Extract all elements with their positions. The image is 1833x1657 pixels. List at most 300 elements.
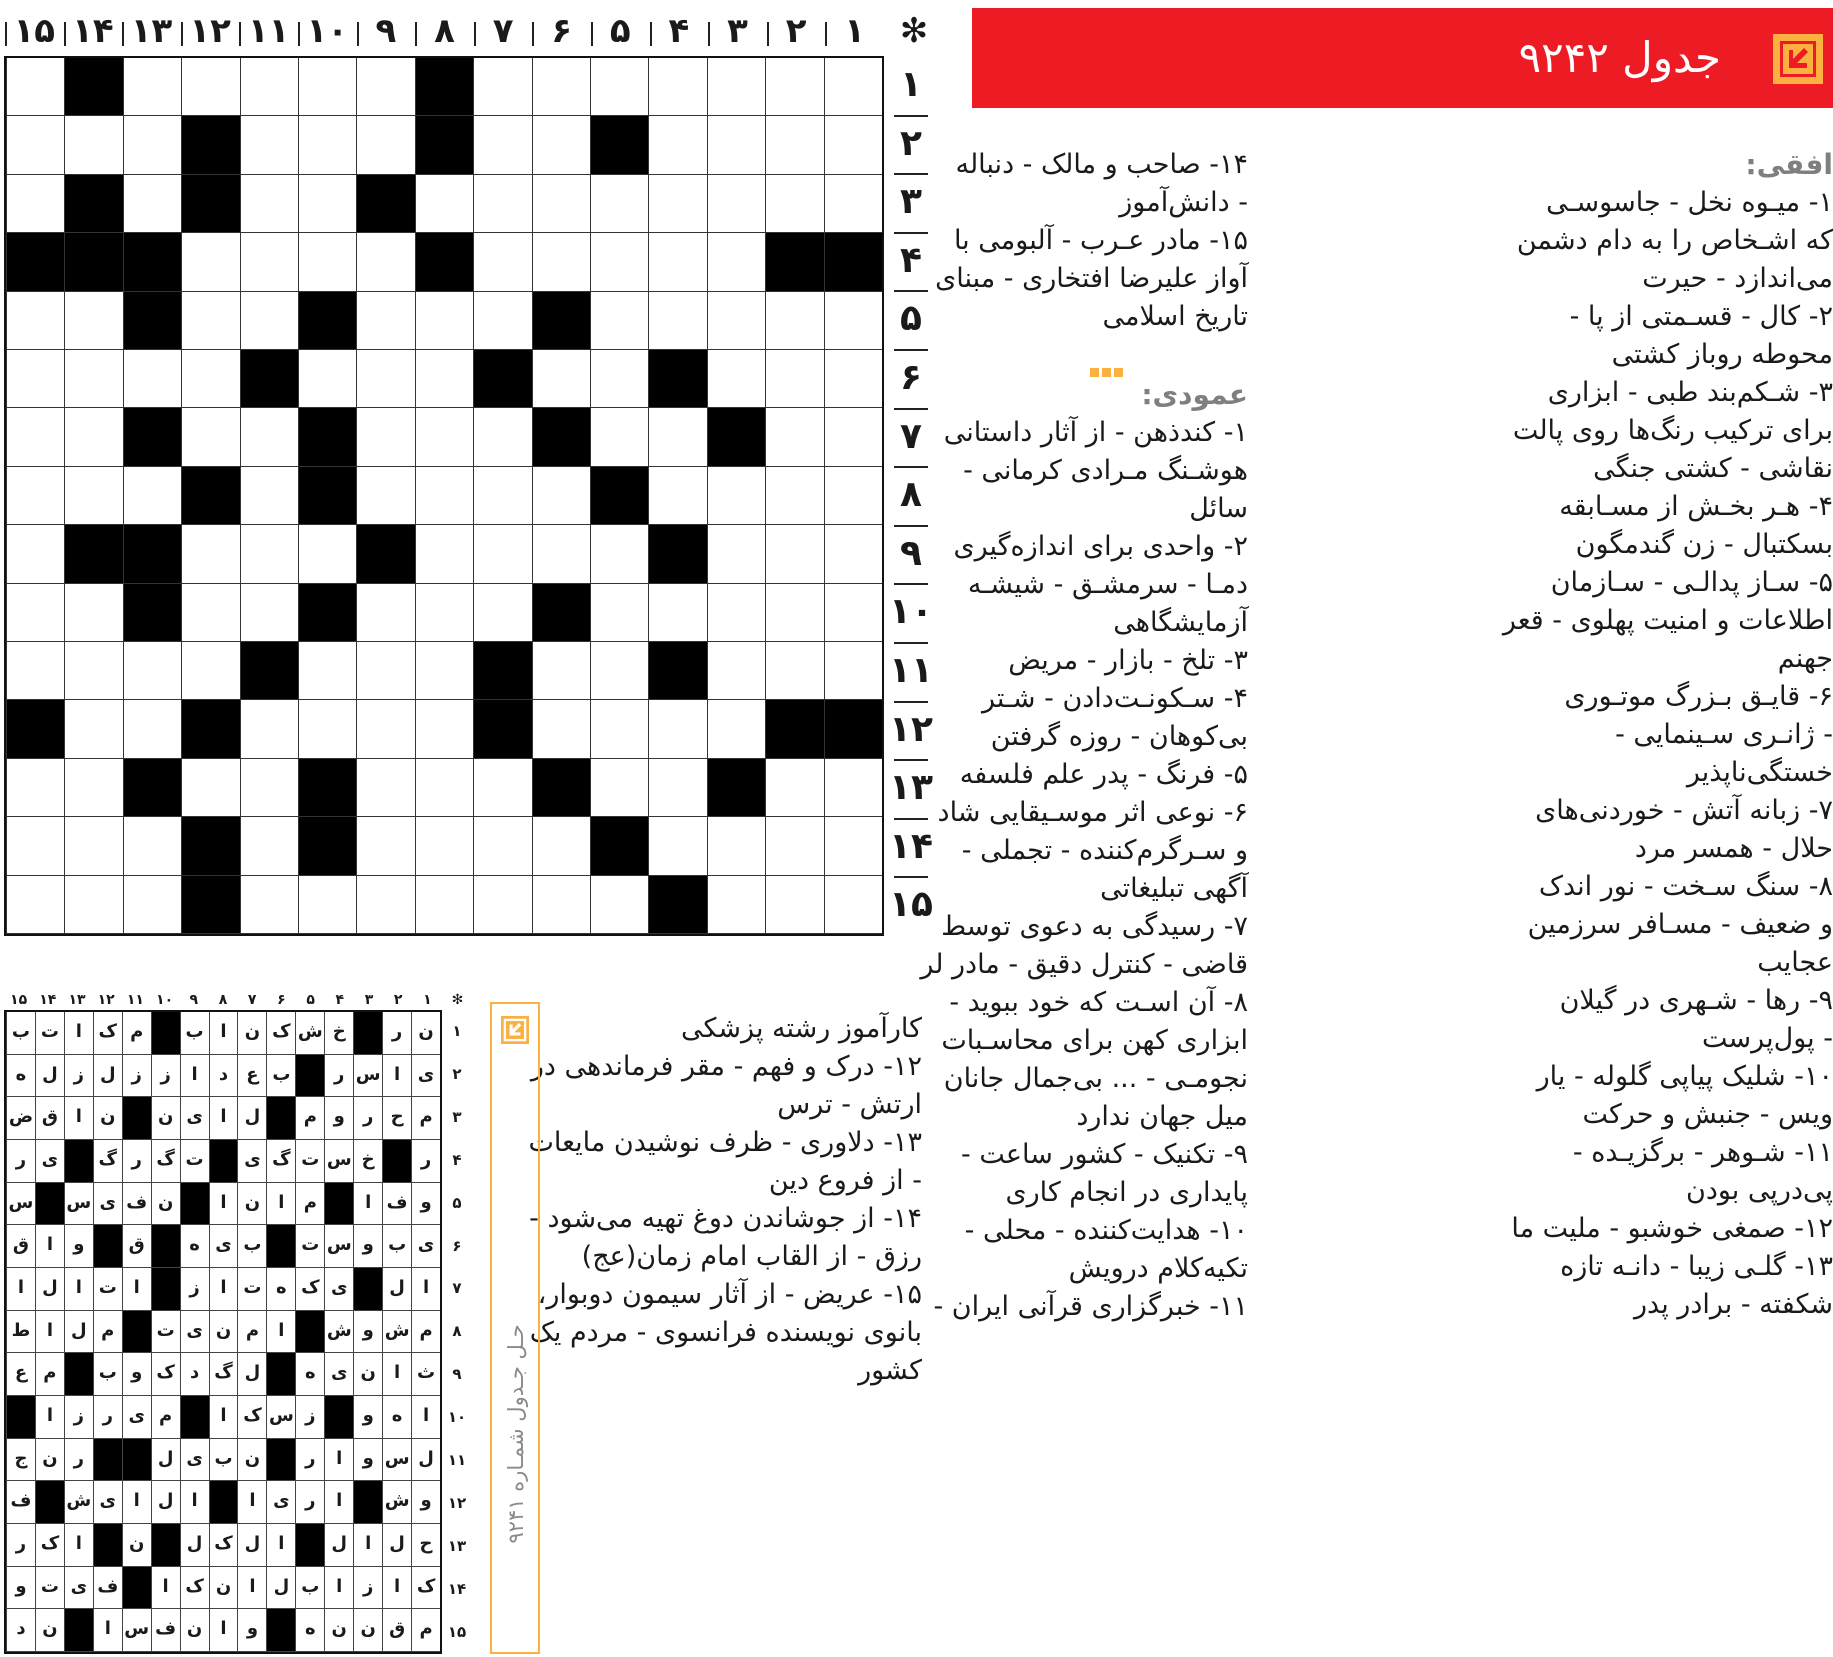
solution-column-number: ۱۱ — [126, 992, 144, 1008]
grid-cell[interactable] — [532, 116, 590, 174]
solution-block-cell — [266, 1097, 295, 1140]
grid-cell[interactable] — [6, 292, 64, 350]
grid-cell[interactable] — [415, 876, 473, 934]
solution-cell: ت — [93, 1268, 122, 1311]
grid-cell[interactable] — [648, 759, 706, 817]
grid-cell[interactable] — [707, 876, 765, 934]
grid-cell[interactable] — [473, 116, 531, 174]
grid-cell[interactable] — [707, 292, 765, 350]
clue-line: دمـا - سرمشـق - شیشـه — [967, 569, 1248, 600]
grid-cell[interactable] — [590, 292, 648, 350]
grid-cell[interactable] — [473, 876, 531, 934]
grid-cell[interactable] — [240, 292, 298, 350]
grid-cell[interactable] — [707, 467, 765, 525]
grid-cell[interactable] — [64, 817, 122, 875]
block-cell — [64, 58, 122, 116]
grid-cell[interactable] — [590, 584, 648, 642]
grid-cell[interactable] — [707, 350, 765, 408]
grid-cell[interactable] — [765, 525, 823, 583]
block-cell — [64, 233, 122, 291]
grid-cell[interactable] — [240, 759, 298, 817]
grid-cell[interactable] — [765, 408, 823, 466]
block-cell — [298, 292, 356, 350]
solution-column-number: ۱۰ — [156, 992, 174, 1008]
grid-cell[interactable] — [590, 350, 648, 408]
grid-cell[interactable] — [64, 292, 122, 350]
block-cell — [765, 700, 823, 758]
solution-cell: ب — [237, 1225, 266, 1268]
grid-cell[interactable] — [240, 584, 298, 642]
solution-cell: ق — [35, 1097, 64, 1140]
solution-cell: م — [35, 1353, 64, 1396]
grid-cell[interactable] — [181, 408, 239, 466]
grid-cell[interactable] — [298, 175, 356, 233]
grid-cell[interactable] — [765, 876, 823, 934]
grid-cell[interactable] — [6, 642, 64, 700]
grid-cell[interactable] — [707, 584, 765, 642]
across-clue-continued — [935, 146, 1248, 336]
solution-cell: ش — [64, 1481, 93, 1524]
column-separator — [650, 22, 652, 46]
grid-cell[interactable] — [824, 408, 882, 466]
solution-cell: ب — [295, 1567, 324, 1610]
clue-line: ارتش - ترس — [777, 1089, 922, 1120]
block-cell — [648, 642, 706, 700]
solution-cell: ه — [266, 1268, 295, 1311]
solution-cell: ا — [64, 1524, 93, 1567]
grid-cell[interactable] — [415, 584, 473, 642]
grid-cell[interactable] — [765, 642, 823, 700]
grid-cell[interactable] — [824, 817, 882, 875]
grid-cell[interactable] — [415, 759, 473, 817]
grid-cell[interactable] — [532, 817, 590, 875]
solution-cell: ا — [64, 1268, 93, 1311]
solution-cell: ی — [266, 1481, 295, 1524]
solution-cell: ا — [237, 1567, 266, 1610]
grid-cell[interactable] — [648, 700, 706, 758]
grid-cell[interactable] — [6, 350, 64, 408]
grid-cell[interactable] — [590, 642, 648, 700]
grid-cell[interactable] — [123, 350, 181, 408]
grid-cell[interactable] — [648, 58, 706, 116]
grid-cell[interactable] — [532, 700, 590, 758]
grid-cell[interactable] — [415, 642, 473, 700]
grid-cell[interactable] — [824, 525, 882, 583]
solution-cell: ن — [180, 1609, 209, 1652]
grid-cell[interactable] — [590, 408, 648, 466]
grid-cell[interactable] — [824, 467, 882, 525]
row-separator — [894, 173, 928, 175]
grid-cell[interactable] — [824, 175, 882, 233]
grid-cell[interactable] — [181, 58, 239, 116]
grid-cell[interactable] — [6, 759, 64, 817]
grid-cell[interactable] — [415, 292, 473, 350]
grid-cell[interactable] — [590, 700, 648, 758]
grid-cell[interactable] — [356, 876, 414, 934]
grid-cell[interactable] — [765, 584, 823, 642]
grid-cell[interactable] — [240, 876, 298, 934]
grid-cell[interactable] — [6, 467, 64, 525]
grid-cell[interactable] — [707, 116, 765, 174]
clue-line: تاریخ اسلامی — [1102, 301, 1248, 332]
grid-cell[interactable] — [356, 817, 414, 875]
solution-cell: ی — [237, 1140, 266, 1183]
clue-line: ۱۴- صاحب و مالک - دنباله — [955, 149, 1248, 180]
solution-cell: ع — [237, 1055, 266, 1098]
grid-cell[interactable] — [824, 876, 882, 934]
clue-line: تکیه‌کلام درویش — [1068, 1253, 1248, 1284]
solution-block-cell — [266, 1439, 295, 1482]
block-cell — [648, 876, 706, 934]
grid-cell[interactable] — [707, 58, 765, 116]
solution-cell: ا — [324, 1567, 353, 1610]
grid-cell[interactable] — [590, 175, 648, 233]
grid-cell[interactable] — [473, 817, 531, 875]
solution-block-cell — [151, 1225, 180, 1268]
grid-cell[interactable] — [298, 233, 356, 291]
solution-column-numbers — [0, 990, 470, 1010]
grid-cell[interactable] — [240, 700, 298, 758]
grid-cell[interactable] — [473, 584, 531, 642]
solution-cell: ر — [382, 1012, 411, 1055]
solution-cell: ز — [295, 1396, 324, 1439]
grid-cell[interactable] — [123, 700, 181, 758]
grid-cell[interactable] — [532, 350, 590, 408]
solution-row-number: ۲ — [452, 1064, 462, 1083]
row-numbers — [888, 56, 934, 936]
solution-cell: ن — [122, 1524, 151, 1567]
across-clue-list — [1290, 184, 1833, 1324]
grid-cell[interactable] — [6, 116, 64, 174]
solution-cell: ن — [237, 1012, 266, 1055]
grid-cell[interactable] — [532, 467, 590, 525]
grid-cell[interactable] — [590, 525, 648, 583]
clue-line: ۸- آن اسـت که خود ببوید - — [949, 987, 1248, 1018]
grid-cell[interactable] — [590, 233, 648, 291]
grid-cell[interactable] — [356, 292, 414, 350]
grid-cell[interactable] — [298, 876, 356, 934]
solution-cell: ک — [411, 1567, 440, 1610]
solution-cell: ه — [382, 1396, 411, 1439]
grid-cell[interactable] — [356, 116, 414, 174]
solution-cell: م — [237, 1311, 266, 1354]
column-separator — [5, 22, 7, 46]
clue-line: و ضعیف - مسـافر سرزمین — [1527, 909, 1833, 940]
row-number: ۳ — [900, 181, 922, 223]
grid-cell[interactable] — [356, 350, 414, 408]
grid-cell[interactable] — [707, 233, 765, 291]
grid-cell[interactable] — [765, 759, 823, 817]
grid-cell[interactable] — [64, 642, 122, 700]
column-number: ۸ — [434, 11, 455, 51]
grid-cell[interactable] — [532, 876, 590, 934]
solution-cell: ا — [209, 1183, 238, 1226]
grid-cell[interactable] — [648, 116, 706, 174]
grid-cell[interactable] — [824, 116, 882, 174]
grid-cell[interactable] — [473, 467, 531, 525]
column-separator — [591, 22, 593, 46]
grid-cell[interactable] — [181, 292, 239, 350]
grid-cell[interactable] — [356, 408, 414, 466]
grid-cell[interactable] — [6, 584, 64, 642]
grid-cell[interactable] — [824, 58, 882, 116]
block-cell — [240, 642, 298, 700]
grid-cell[interactable] — [532, 175, 590, 233]
grid-cell[interactable] — [707, 525, 765, 583]
grid-cell[interactable] — [6, 876, 64, 934]
grid-cell[interactable] — [123, 116, 181, 174]
solution-cell: ی — [209, 1225, 238, 1268]
grid-cell[interactable] — [6, 58, 64, 116]
grid-cell[interactable] — [64, 467, 122, 525]
grid-cell[interactable] — [298, 58, 356, 116]
grid-cell[interactable] — [648, 233, 706, 291]
solution-block-cell — [209, 1140, 238, 1183]
grid-cell[interactable] — [473, 292, 531, 350]
grid-cell[interactable] — [356, 58, 414, 116]
grid-cell[interactable] — [765, 116, 823, 174]
grid-cell[interactable] — [824, 759, 882, 817]
clue-line: پی‌درپی بودن — [1686, 1175, 1833, 1206]
grid-cell[interactable] — [181, 584, 239, 642]
solution-cell: ن — [324, 1609, 353, 1652]
row-separator — [894, 290, 928, 292]
grid-cell[interactable] — [6, 408, 64, 466]
grid-cell[interactable] — [765, 467, 823, 525]
grid-cell[interactable] — [123, 467, 181, 525]
solution-cell: ا — [353, 1524, 382, 1567]
solution-cell: س — [382, 1439, 411, 1482]
solution-cell: ا — [209, 1268, 238, 1311]
grid-cell[interactable] — [123, 642, 181, 700]
column-number: ۱ — [844, 11, 866, 51]
solution-cell: ا — [209, 1012, 238, 1055]
grid-cell[interactable] — [356, 759, 414, 817]
solution-cell: ط — [6, 1311, 35, 1354]
grid-cell[interactable] — [240, 58, 298, 116]
solution-column-number: ۱۴ — [39, 992, 57, 1008]
grid-cell[interactable] — [64, 759, 122, 817]
grid-cell[interactable] — [356, 584, 414, 642]
solution-cell: ی — [324, 1268, 353, 1311]
grid-cell[interactable] — [415, 408, 473, 466]
grid-cell[interactable] — [6, 175, 64, 233]
grid-cell[interactable] — [590, 58, 648, 116]
solution-title-frame — [490, 1002, 540, 1654]
grid-cell[interactable] — [415, 467, 473, 525]
solution-grid — [4, 1010, 442, 1654]
solution-cell: و — [411, 1183, 440, 1226]
grid-cell[interactable] — [590, 759, 648, 817]
column-separator — [708, 22, 710, 46]
grid-cell[interactable] — [356, 233, 414, 291]
grid-cell[interactable] — [765, 292, 823, 350]
solution-cell: ع — [6, 1353, 35, 1396]
grid-cell[interactable] — [123, 817, 181, 875]
solution-cell: ه — [295, 1609, 324, 1652]
grid-cell[interactable] — [532, 233, 590, 291]
solution-block-cell — [180, 1183, 209, 1226]
grid-cell[interactable] — [824, 584, 882, 642]
grid-cell[interactable] — [298, 525, 356, 583]
grid-cell[interactable] — [415, 175, 473, 233]
grid-cell[interactable] — [64, 408, 122, 466]
grid-cell[interactable] — [240, 525, 298, 583]
clue-line: ۵- سـاز پدالـی - سـازمان — [1550, 567, 1833, 598]
grid-cell[interactable] — [181, 233, 239, 291]
solution-cell: ا — [411, 1268, 440, 1311]
solution-cell: ن — [237, 1183, 266, 1226]
grid-cell[interactable] — [648, 584, 706, 642]
grid-cell[interactable] — [240, 175, 298, 233]
grid-cell[interactable] — [532, 58, 590, 116]
grid-cell[interactable] — [356, 700, 414, 758]
grid-cell[interactable] — [707, 175, 765, 233]
solution-cell: ح — [411, 1524, 440, 1567]
grid-cell[interactable] — [824, 350, 882, 408]
solution-cell: ک — [93, 1012, 122, 1055]
column-number: ۱۵ — [13, 11, 56, 51]
grid-cell[interactable] — [415, 525, 473, 583]
row-number: ۲ — [900, 122, 922, 164]
grid-cell[interactable] — [123, 58, 181, 116]
solution-cell: م — [411, 1609, 440, 1652]
solution-cell: ی — [122, 1396, 151, 1439]
solution-row-number: ۳ — [452, 1107, 462, 1126]
solution-cell: ی — [93, 1481, 122, 1524]
grid-cell[interactable] — [707, 700, 765, 758]
grid-cell[interactable] — [473, 759, 531, 817]
grid-cell[interactable] — [532, 525, 590, 583]
solution-cell: و — [353, 1311, 382, 1354]
grid-cell[interactable] — [765, 175, 823, 233]
clue-line: شکفته - برادر پدر — [1633, 1289, 1833, 1320]
grid-cell[interactable] — [181, 642, 239, 700]
grid-cell[interactable] — [765, 58, 823, 116]
grid-cell[interactable] — [590, 876, 648, 934]
separator-dots — [1090, 362, 1126, 381]
grid-cell[interactable] — [181, 525, 239, 583]
grid-cell[interactable] — [415, 700, 473, 758]
grid-cell[interactable] — [473, 233, 531, 291]
grid-cell[interactable] — [298, 700, 356, 758]
solution-cell: ا — [6, 1268, 35, 1311]
crossword-grid — [4, 56, 884, 936]
grid-cell[interactable] — [64, 350, 122, 408]
column-number: ۲ — [785, 11, 807, 51]
arrow-logo-icon — [1780, 41, 1816, 77]
grid-cell[interactable] — [64, 116, 122, 174]
solution-cell: ر — [122, 1140, 151, 1183]
solution-cell: ک — [180, 1567, 209, 1610]
grid-cell[interactable] — [64, 876, 122, 934]
down-heading: عمودی: — [1141, 378, 1248, 411]
solution-row-number: ۱۰ — [447, 1408, 467, 1427]
clue-line: نجومـی - ... بی‌جمال جانان — [943, 1063, 1248, 1094]
solution-cell: و — [6, 1567, 35, 1610]
grid-cell[interactable] — [298, 642, 356, 700]
solution-cell: ح — [382, 1097, 411, 1140]
grid-cell[interactable] — [648, 292, 706, 350]
solution-column-number: ۸ — [218, 992, 228, 1008]
solution-logo — [501, 1016, 529, 1044]
grid-cell[interactable] — [648, 175, 706, 233]
clue-line: ۷- رسیدگی به دعوی توسط — [941, 911, 1248, 942]
solution-cell: ا — [382, 1055, 411, 1098]
grid-cell[interactable] — [473, 408, 531, 466]
grid-cell[interactable] — [240, 233, 298, 291]
solution-cell: ا — [353, 1183, 382, 1226]
solution-cell: م — [295, 1097, 324, 1140]
grid-cell[interactable] — [298, 116, 356, 174]
solution-row-number: ۸ — [452, 1322, 462, 1341]
grid-cell[interactable] — [415, 817, 473, 875]
grid-cell[interactable] — [240, 467, 298, 525]
block-cell — [123, 233, 181, 291]
grid-cell[interactable] — [64, 584, 122, 642]
clue-line: رزق - از القاب امام زمان(عج) — [581, 1241, 922, 1272]
grid-cell[interactable] — [6, 525, 64, 583]
grid-cell[interactable] — [181, 350, 239, 408]
grid-cell[interactable] — [123, 175, 181, 233]
grid-cell[interactable] — [765, 350, 823, 408]
solution-cell: ا — [122, 1481, 151, 1524]
grid-cell[interactable] — [707, 642, 765, 700]
grid-cell[interactable] — [707, 817, 765, 875]
grid-cell[interactable] — [415, 350, 473, 408]
solution-cell: ش — [324, 1311, 353, 1354]
grid-cell[interactable] — [6, 817, 64, 875]
grid-cell[interactable] — [240, 116, 298, 174]
grid-cell[interactable] — [356, 642, 414, 700]
grid-cell[interactable] — [648, 467, 706, 525]
grid-cell[interactable] — [532, 642, 590, 700]
grid-cell[interactable] — [648, 408, 706, 466]
grid-cell[interactable] — [298, 350, 356, 408]
solution-cell: و — [64, 1225, 93, 1268]
solution-column-number: ۱ — [423, 992, 432, 1008]
grid-cell[interactable] — [356, 467, 414, 525]
solution-cell: ن — [209, 1311, 238, 1354]
row-separator — [894, 876, 928, 878]
block-cell — [707, 408, 765, 466]
grid-cell[interactable] — [181, 759, 239, 817]
grid-cell[interactable] — [473, 175, 531, 233]
grid-cell[interactable] — [240, 408, 298, 466]
grid-cell[interactable] — [64, 700, 122, 758]
grid-cell[interactable] — [648, 817, 706, 875]
clue-line: میل جهان ندارد — [1076, 1101, 1248, 1132]
grid-cell[interactable] — [473, 58, 531, 116]
grid-cell[interactable] — [765, 817, 823, 875]
grid-cell[interactable] — [123, 876, 181, 934]
block-cell — [298, 467, 356, 525]
solution-row-number: ۹ — [452, 1365, 462, 1384]
solution-block-cell — [151, 1268, 180, 1311]
grid-cell[interactable] — [240, 817, 298, 875]
solution-cell: ه — [295, 1353, 324, 1396]
column-separator — [825, 22, 827, 46]
grid-cell[interactable] — [473, 525, 531, 583]
solution-cell: ی — [35, 1140, 64, 1183]
solution-cell: و — [353, 1396, 382, 1439]
grid-cell[interactable] — [824, 292, 882, 350]
block-cell — [64, 175, 122, 233]
solution-column-number: ۲ — [393, 992, 403, 1008]
grid-cell[interactable] — [824, 642, 882, 700]
clue-line: که اشـخاص را به دام دشمن — [1516, 225, 1833, 256]
solution-block-cell — [266, 1353, 295, 1396]
